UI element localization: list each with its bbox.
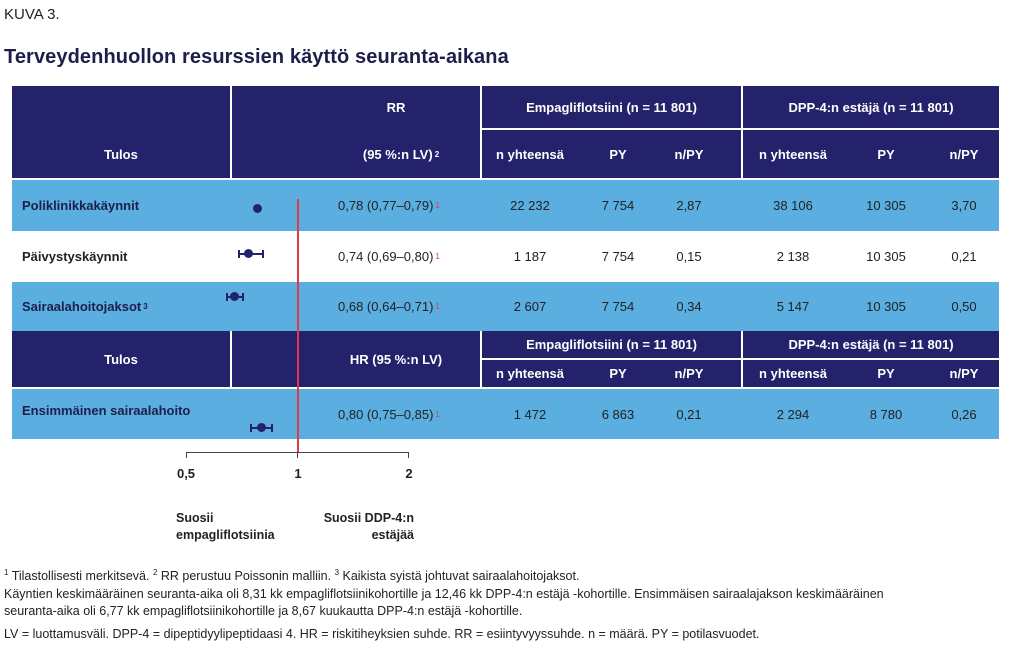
favor-left-line: Suosii: [176, 511, 214, 525]
header-rr-ci-text: (95 %:n LV): [362, 146, 433, 162]
footnote-text: Kaikista syistä johtuvat sairaalahoitojaksot.: [339, 569, 580, 584]
header2-dpp-n: n yhteensä: [743, 360, 843, 387]
favor-left-label: [176, 510, 275, 544]
empa-n-cell: 1 472: [513, 406, 547, 422]
header-dpp-npy: n/PY: [929, 130, 999, 178]
header2-hr: HR (95 %:n LV): [232, 331, 480, 387]
empa-npy-cell: 0,21: [676, 406, 702, 422]
estimate-marker: [244, 249, 253, 258]
header-group-dpp: DPP-4:n estäjä (n = 11 801): [743, 86, 999, 128]
axis-tick-label: 0,5: [176, 466, 196, 481]
dpp-npy-cell: 0,50: [951, 299, 977, 314]
axis-tick-label: 2: [405, 466, 413, 481]
footnote-sup: 3: [334, 568, 340, 577]
footnote-sup: 2: [152, 568, 158, 577]
row-rr-value: 0,68 (0,64–0,71): [338, 299, 434, 314]
header-empa-py: PY: [578, 130, 658, 178]
row-label: [22, 231, 222, 282]
empa-n-cell: 2 607: [513, 299, 547, 314]
footnote-line: LV = luottamusväli. DPP-4 = dipeptidyylipeptidaasi 4. HR = riskitiheyksien suhde. RR = esiintyvyyssuhde. n = määrä. PY = potilasvuodet.: [4, 627, 760, 641]
hr-value: 0,80 (0,75–0,85): [338, 406, 434, 422]
row-label: Poliklinikkakäynnit: [22, 198, 140, 213]
dpp-n-cell: 2 294: [776, 406, 810, 422]
reference-line: [297, 199, 299, 452]
ci-cap: [250, 424, 252, 432]
axis-tick: [297, 452, 298, 458]
dpp-py-cell: 10 305: [866, 299, 906, 314]
significance-mark: 1: [435, 252, 440, 261]
axis-tick-label: 1: [294, 466, 302, 481]
footnote-line: [4, 564, 579, 585]
dpp-py-cell: 10 305: [866, 198, 906, 213]
ci-cap: [242, 293, 244, 301]
ci-cap: [226, 293, 228, 301]
dpp-n-cell: 5 147: [776, 299, 810, 314]
ci-cap: [262, 250, 264, 258]
footnote-text: RR perustuu Poissonin malliin.: [157, 569, 335, 584]
footnote-line: Käyntien keskimääräinen seuranta-aika oli 8,31 kk empagliflotsiinikohortille ja 12,46 kk DPP-4:n estäjä -kohortille. Ensimmäisen sairaalajakson keskimääräinen: [4, 587, 884, 601]
dpp-npy-cell: 0,21: [951, 249, 977, 264]
empa-py-cell: 7 754: [601, 198, 635, 213]
axis-tick: [186, 452, 187, 458]
row-rr: [338, 231, 478, 282]
significance-mark: 1: [435, 201, 440, 210]
row-label-sup: 3: [143, 302, 148, 311]
favor-right-line: estäjää: [371, 528, 414, 542]
ci-cap: [238, 250, 240, 258]
favor-left-line: empagliflotsiinia: [176, 528, 275, 542]
ci-cap: [271, 424, 273, 432]
hr-row-value: [338, 389, 478, 439]
header2-empa-n: n yhteensä: [482, 360, 578, 387]
row-rr-value: 0,78 (0,77–0,79): [338, 198, 434, 213]
header-group-empa: Empagliflotsiini (n = 11 801): [482, 86, 741, 128]
header2-empa-py: PY: [578, 360, 658, 387]
footnote-line: seuranta-aika oli 6,77 kk empagliflotsiinikohortille ja 8,67 kuukautta DPP-4:n estäjä -kohortille.: [4, 604, 523, 618]
empa-py-cell: 7 754: [601, 249, 635, 264]
dpp-n-cell: 2 138: [776, 249, 810, 264]
row-rr: [338, 180, 478, 231]
empa-npy-cell: 0,15: [676, 249, 702, 264]
empa-py-cell: 7 754: [601, 299, 635, 314]
header2-dpp-py: PY: [843, 360, 929, 387]
dpp-n-cell: 38 106: [773, 198, 813, 213]
header-tulos: Tulos: [12, 130, 230, 178]
header-empa-n: n yhteensä: [482, 130, 578, 178]
empa-npy-cell: 2,87: [676, 198, 702, 213]
favor-right-label: [320, 510, 414, 544]
estimate-marker: [230, 292, 239, 301]
estimate-marker: [257, 423, 266, 432]
dpp-npy-cell: 3,70: [951, 198, 977, 213]
favor-right-line: Suosii DDP-4:n: [323, 511, 414, 525]
header2-tulos: Tulos: [12, 331, 230, 387]
footnote-sup: 1: [4, 568, 9, 577]
row-label-text: Päivystyskäynnit: [22, 249, 128, 264]
hr-row-label: Ensimmäinen sairaalahoito: [22, 403, 191, 418]
header-rr: RR: [232, 86, 480, 128]
header-dpp-n: n yhteensä: [743, 130, 843, 178]
header2-empa-npy: n/PY: [658, 360, 720, 387]
empa-n-cell: 22 232: [510, 198, 550, 213]
estimate-marker: [253, 204, 262, 213]
dpp-py-cell: 10 305: [866, 249, 906, 264]
header2-group-empa: Empagliflotsiini (n = 11 801): [482, 331, 741, 358]
page-title: Terveydenhuollon resurssien käyttö seuranta-aikana: [4, 46, 509, 68]
header-rr-ci: [232, 130, 480, 178]
empa-n-cell: 1 187: [513, 249, 547, 264]
row-label: [22, 282, 222, 331]
axis-tick: [408, 452, 409, 458]
empa-npy-cell: 0,34: [676, 299, 702, 314]
header2-dpp-npy: n/PY: [929, 360, 999, 387]
dpp-npy-cell: 0,26: [951, 406, 977, 422]
empa-py-cell: 6 863: [601, 406, 635, 422]
header-empa-npy: n/PY: [658, 130, 720, 178]
header-rr-ci-sup: 2: [434, 149, 440, 159]
dpp-py-cell: 8 780: [869, 406, 903, 422]
row-label-text: Sairaalahoitojaksot: [22, 299, 142, 314]
significance-mark: 1: [435, 409, 440, 419]
header2-group-dpp: DPP-4:n estäjä (n = 11 801): [743, 331, 999, 358]
footnote-text: Tilastollisesti merkitsevä.: [8, 569, 153, 584]
figure-label: KUVA 3.: [4, 6, 60, 23]
header-dpp-py: PY: [843, 130, 929, 178]
significance-mark: 1: [435, 302, 440, 311]
row-rr-value: 0,74 (0,69–0,80): [338, 249, 434, 264]
row-rr: [338, 282, 478, 331]
